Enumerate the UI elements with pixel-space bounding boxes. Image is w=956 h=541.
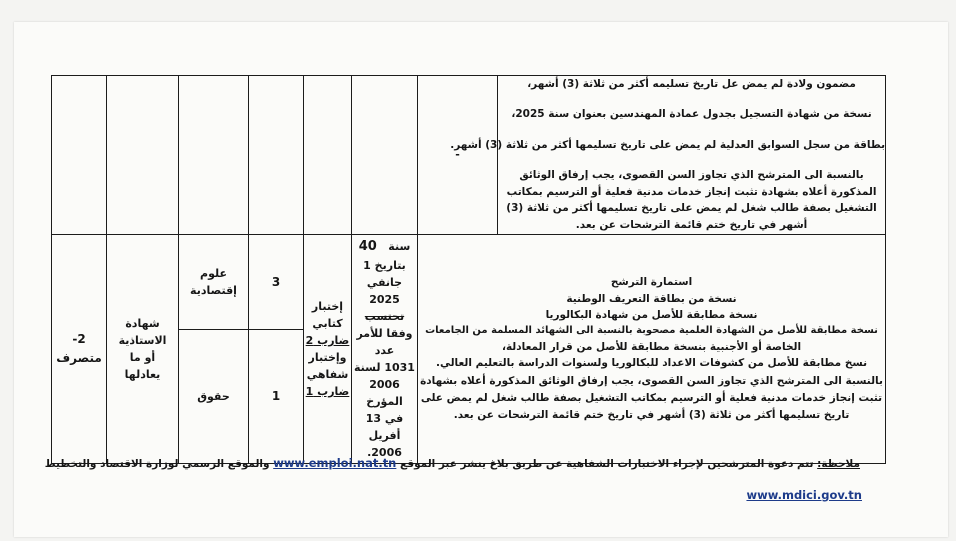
row2-required-documents [418, 234, 886, 463]
age-legal-1: وفقا للأمر عدد [356, 326, 413, 357]
row1-doc-record: بطاقة من سجل السوابق العدلية لم يمض على تاريخ تسليمها أكثر من ثلاثة (3) أشهر. [450, 138, 886, 151]
row1-doc-engineers: نسخة من شهادة التسجيل بجدول عمادة المهندسين بعنوان سنة 2025، [511, 108, 872, 121]
row1-empty-age [352, 76, 418, 235]
age-num: 1 [363, 258, 371, 272]
row2-exam-type [304, 234, 352, 463]
age-date-3: 2025 [369, 292, 400, 306]
row2-doc-equivalence: الخاصة أو الأجنبية بنسخة مطابقة للأصل من قرار المعادلة، [501, 340, 802, 353]
note-text-1: تتم دعوة المترشحين لإجراء الاختبارات الشفاهية عن طريق بلاغ ينشر عبر الموقع [400, 458, 814, 470]
row2-age-limit [352, 234, 418, 463]
row2-positions-law: 1 [249, 329, 304, 463]
row1-doc-birth: مضمون ولادة لم يمض عل تاريخ تسليمه أكثر من ثلاثة (3) أشهر، [527, 78, 856, 90]
row1-dash: - [418, 76, 498, 235]
row2-doc-diploma: نسخة مطابقة للأصل من الشهادة العلمية مصحوبة بالنسبة الى الشهائد المسلمة من الجامعات [425, 325, 878, 337]
age-legal-3: 2006 المؤرخ [366, 378, 403, 409]
row1-empty-exam [304, 76, 352, 235]
row1-empty-specialty [179, 76, 249, 235]
row2-doc-id: نسخة من بطاقة التعريف الوطنية [566, 292, 737, 305]
table-row-2a [52, 234, 886, 329]
row2-doc-transcripts: نسخ مطابقة للأصل من كشوفات الاعداد للبكالوريا ولسنوات الدراسة بالتعليم العالي. [436, 356, 868, 369]
row1-empty-diploma [107, 76, 179, 235]
note-label: ملاحظة: [817, 458, 860, 470]
row2-specialty-economics: علوم إقتصادية [179, 234, 249, 329]
row1-age-note: بالنسبة الى المترشح الذي تجاوز السن القصوى، يجب إرفاق الوثائق المذكورة أعلاه بشهادة تثبت إنجاز خدمات مدنية فعلية أو الترسيم بمكاتب التشغيل بصفة طالب شغل لم يمض على تاريخ تسليمها أكثر من ثلاثة (3) أشهر في تاريخ ختم قائمة الترشحات عن بعد. [506, 168, 877, 232]
row2-index: 2- متصرف [52, 234, 107, 463]
age-legal-4: في 13 أفريل [365, 412, 404, 443]
age-limit-value: 40 [358, 238, 377, 254]
exam-written-2: كتابي [312, 316, 343, 330]
recruitment-table [51, 75, 886, 464]
age-date-1: بتاريخ [374, 258, 406, 272]
exam-oral-coef: ضارب 1 [305, 385, 350, 399]
exam-written-1: إختبار [311, 299, 344, 313]
row2-positions-economics: 3 [249, 234, 304, 329]
age-legal-5: 2006. [367, 446, 402, 460]
age-legal-2: 1031 لسنة [354, 361, 415, 375]
emploi-site-link[interactable]: www.emploi.nat.tn [273, 456, 397, 470]
row2-doc-bac: نسخة مطابقة للأصل من شهادة البكالوريا [545, 308, 758, 321]
exam-written-coef: ضارب 2 [305, 333, 350, 347]
row2-doc-form: استمارة الترشح [610, 276, 693, 289]
document-page [14, 22, 948, 537]
row2-age-note: بالنسبة الى المترشح الذي تجاوز السن القصوى، يجب إرفاق الوثائق المذكورة أعلاه بشهادة تثبت إنجاز خدمات مدنية فعلية أو الترسيم بمكاتب التشغيل بصفة طالب شغل لم يمض على تاريخ تسليمها أكثر من ثلاثة (3) أشهر في تاريخ ختم قائمة الترشحات عن بعد. [420, 375, 883, 421]
exam-oral-1: وإختبار [308, 350, 347, 364]
row1-empty-positions [249, 76, 304, 235]
row1-required-documents [450, 76, 886, 235]
age-unit: سنة [388, 239, 411, 253]
row1-empty-index [52, 76, 107, 235]
age-date-3b: تحتسب [364, 309, 405, 323]
table-row-1 [52, 76, 886, 235]
footer-note [45, 456, 860, 470]
note-text-2: والموقع الرسمي لوزارة الاقتصاد والتخطيط [44, 458, 270, 470]
row2-diploma: شهادة الاستاذية أو ما يعادلها [107, 234, 179, 463]
row2-specialty-law: حقوق [179, 329, 249, 463]
mdici-site-link[interactable]: www.mdici.gov.tn [746, 488, 862, 502]
age-date-2: جانفي [366, 275, 403, 289]
exam-oral-2: شفاهي [306, 368, 349, 382]
